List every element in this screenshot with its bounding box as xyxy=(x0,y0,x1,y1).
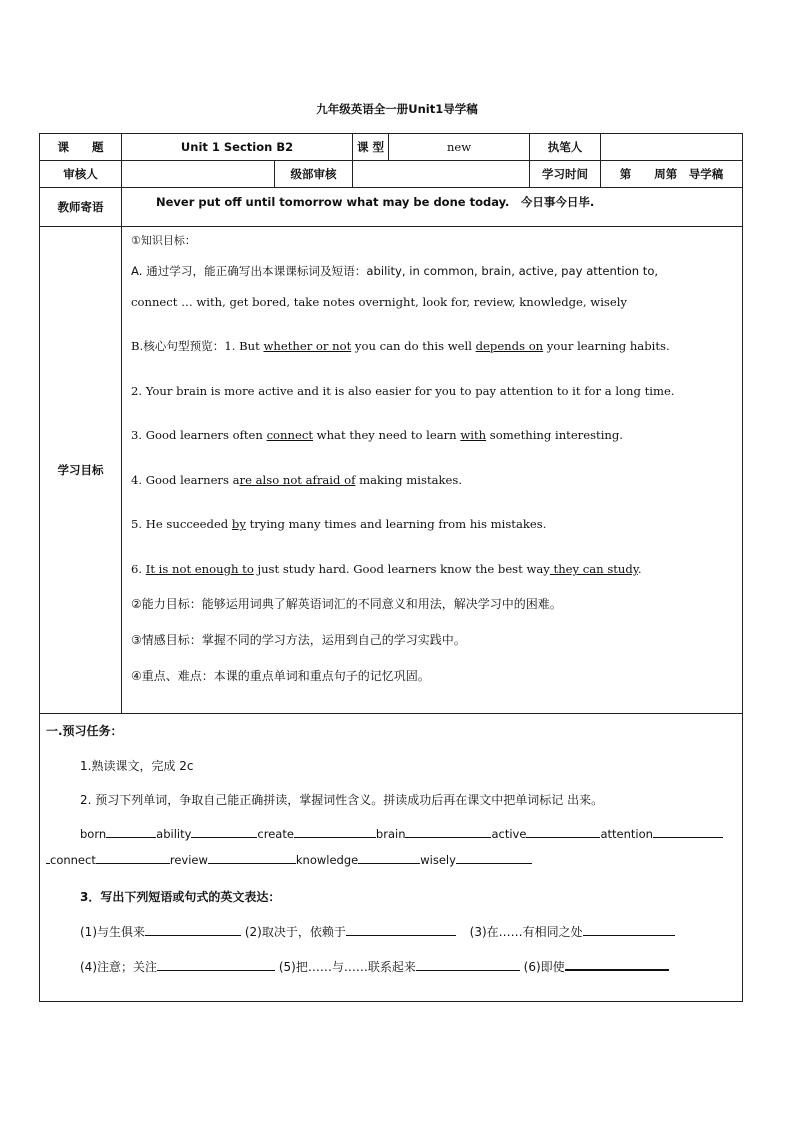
word-row-1 xyxy=(46,826,736,841)
type-label: 课 型 xyxy=(353,134,389,161)
phrase-blank[interactable] xyxy=(583,924,675,936)
phrase-2: (2)取决于，依赖于 xyxy=(244,925,346,939)
topic-label: 课 题 xyxy=(40,134,122,161)
word-blank[interactable] xyxy=(456,852,532,864)
word-brain: brain xyxy=(375,827,406,841)
phrase-blank[interactable] xyxy=(416,959,520,971)
sentence-b1: B.核心句型预览：1. But whether or not you can do this well depends on your learning habits. xyxy=(131,339,670,353)
phrase-blank[interactable] xyxy=(565,958,669,971)
objective-a-line1: A. 通过学习，能正确写出本课课标词及短语：ability, in common, brain, active, pay attention to, xyxy=(131,264,659,278)
phrase-6: (6)即使 xyxy=(523,960,565,974)
word-row-2 xyxy=(46,852,736,867)
sentence-6: 6. It is not enough to just study hard. Good learners know the best way they can study. xyxy=(131,562,642,576)
word-blank[interactable] xyxy=(208,852,296,864)
study-time-value: 第 周第 导学稿 xyxy=(601,161,743,188)
study-time-label: 学习时间 xyxy=(530,161,601,188)
preview-task-3: 3．写出下列短语或句式的英文表达： xyxy=(80,890,281,904)
phrase-4: (4)注意；关注 xyxy=(80,960,157,974)
word-active: active xyxy=(491,827,527,841)
word-blank[interactable] xyxy=(405,826,491,838)
word-blank[interactable] xyxy=(96,852,170,864)
phrase-3: (3)在……有相同之处 xyxy=(469,925,583,939)
document-title: 九年级英语全一册Unit1导学稿 xyxy=(316,102,478,116)
author-label: 执笔人 xyxy=(530,134,601,161)
sentence-4: 4. Good learners are also not afraid of making mistakes. xyxy=(131,473,463,487)
word-ability: ability xyxy=(156,827,192,841)
phrase-blank[interactable] xyxy=(346,924,456,936)
worksheet-table xyxy=(39,133,743,1002)
word-review: review xyxy=(169,853,208,867)
word-knowledge: knowledge xyxy=(295,853,359,867)
word-connect: connect xyxy=(50,853,96,867)
emotion-goal: ③情感目标：掌握不同的学习方法，运用到自己的学习实践中。 xyxy=(131,633,466,647)
phrase-row-1 xyxy=(46,923,736,940)
type-value: new xyxy=(389,134,530,161)
preview-task-1: 1.熟读课文，完成 2c xyxy=(80,759,194,773)
sentence-3: 3. Good learners often connect what they need to learn with something interesting. xyxy=(131,428,623,442)
word-create: create xyxy=(257,827,294,841)
objective-a-line2: connect … with, get bored, take notes overnight, look for, review, knowledge, wisely xyxy=(131,295,627,309)
dept-review-label: 级部审核 xyxy=(275,161,353,188)
word-wisely: wisely xyxy=(420,853,456,867)
teacher-message-label: 教师寄语 xyxy=(40,188,122,227)
sentence-2: 2. Your brain is more active and it is also easier for you to pay attention to it for a long time. xyxy=(131,384,675,398)
word-born: born xyxy=(80,827,107,841)
word-blank[interactable] xyxy=(191,826,257,838)
word-attention: attention xyxy=(600,827,653,841)
preview-heading: 一.预习任务： xyxy=(46,724,123,738)
phrase-blank[interactable] xyxy=(145,924,241,936)
dept-review-value xyxy=(353,161,530,188)
phrase-blank[interactable] xyxy=(157,959,275,971)
objectives-label: 学习目标 xyxy=(40,227,122,714)
objectives-content xyxy=(122,227,743,714)
word-blank[interactable] xyxy=(653,826,723,838)
author-value xyxy=(601,134,743,161)
phrase-5: (5)把……与……联系起来 xyxy=(278,960,416,974)
ability-goal: ②能力目标：能够运用词典了解英语词汇的不同意义和用法，解决学习中的困难。 xyxy=(131,597,562,611)
word-blank[interactable] xyxy=(294,826,376,838)
phrase-1: (1)与生俱来 xyxy=(80,925,145,939)
word-blank[interactable] xyxy=(526,826,600,838)
reviewer-value xyxy=(122,161,275,188)
phrase-row-2 xyxy=(46,958,736,975)
preview-section xyxy=(40,714,743,1002)
focus-goal: ④重点、难点：本课的重点单词和重点句子的记忆巩固。 xyxy=(131,669,430,683)
preview-task-2: 2. 预习下列单词，争取自己能正确拼读，掌握词性含义。拼读成功后再在课文中把单词标记 出来。 xyxy=(80,793,604,807)
word-blank[interactable] xyxy=(106,826,156,838)
reviewer-label: 审核人 xyxy=(40,161,122,188)
teacher-message-text: Never put off until tomorrow what may be done today. 今日事今日毕. xyxy=(122,188,743,227)
topic-value: Unit 1 Section B2 xyxy=(122,134,353,161)
knowledge-heading: ①知识目标： xyxy=(131,234,196,247)
sentence-5: 5. He succeeded by trying many times and learning from his mistakes. xyxy=(131,517,547,531)
word-blank[interactable] xyxy=(358,852,420,864)
